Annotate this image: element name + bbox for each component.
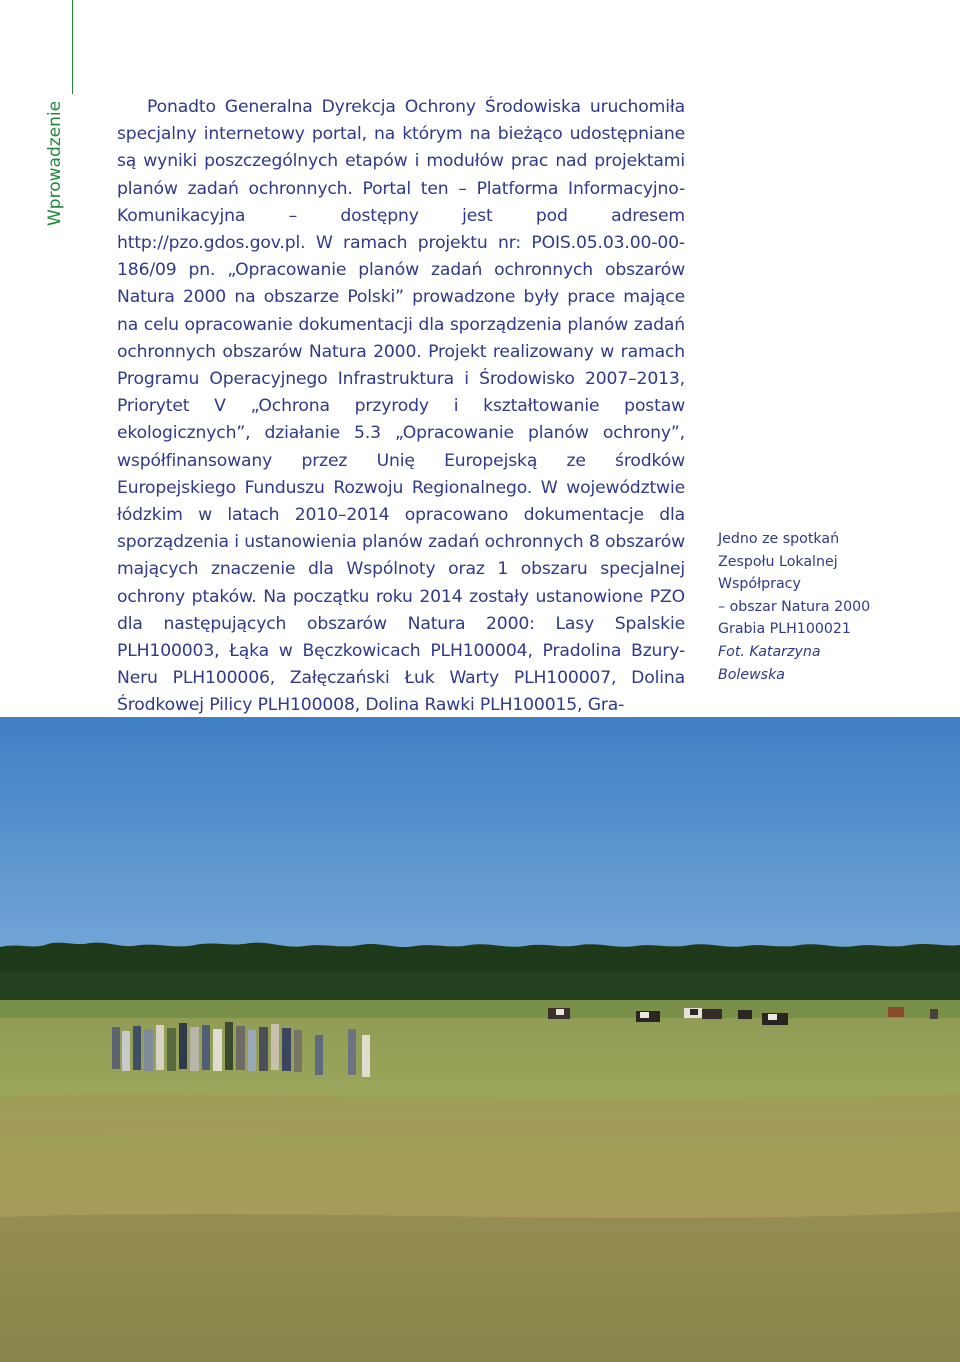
caption-line: Grabia PLH100021 (718, 621, 851, 638)
photo-credit: Fot. Katarzyna (718, 643, 821, 660)
meadow-far (0, 1000, 960, 1018)
body-text (117, 94, 685, 720)
caption-line: Zespołu Lokalnej (718, 553, 838, 570)
meadow-photo (0, 717, 960, 1362)
side-rule (72, 0, 73, 94)
photo-caption (718, 528, 918, 686)
caption-line: Współpracy (718, 576, 801, 593)
meadow-photo-illustration (0, 717, 960, 1362)
body-paragraph: Ponadto Generalna Dyrekcja Ochrony Środowiska uruchomiła specjalny internetowy portal, na którym na bieżąco udostępniane są wyniki poszczególnych etapów i modułów prac nad projektami planów zadań ochronnych. Portal ten – Platforma Informacyjno-Komunikacyjna – dostępny jest pod adresem http://pzo.gdos.gov.pl. W ramach projektu nr: POIS.05.03.00-00-186/09 pn. „Opracowanie planów zadań ochronnych obszarów Natura 2000 na obszarze Polski” prowadzone były prace mające na celu opracowanie dokumentacji dla sporządzenia planów zadań ochronnych obszarów Natura 2000. Projekt realizowany w ramach Programu Operacyjnego Infrastruktura i Środowisko 2007–2013, Priorytet V „Ochrona przyrody i kształtowanie postaw ekologicznych”, działanie 5.3 „Opracowanie planów ochrony”, współfinansowany przez Unię Europejską ze środków Europejskiego Funduszu Rozwoju Regionalnego. W województwie łódzkim w latach 2010–2014 opracowano dokumentacje dla sporządzenia i ustanowienia planów zadań ochronnych 8 obszarów mających znaczenie dla Wspólnoty oraz 1 obszaru specjalnej ochrony ptaków. Na początku roku 2014 zostały ustanowione PZO dla następujących obszarów Natura 2000: Lasy Spalskie PLH100003, Łąka w Bęczkowicach PLH100004, Pradolina Bzury-Neru PLH100006, Załęczański Łuk Warty PLH100007, Dolina Środkowej Pilicy PLH100008, Dolina Rawki PLH100015, Gra- (117, 97, 685, 716)
section-title: Wprowadzenie (45, 100, 65, 226)
caption-line: Jedno ze spotkań (718, 531, 840, 547)
meadow-foreground (0, 1212, 960, 1362)
photo-credit: Bolewska (718, 666, 785, 683)
meadow-band (0, 1095, 960, 1140)
caption-line: – obszar Natura 2000 (718, 598, 871, 615)
